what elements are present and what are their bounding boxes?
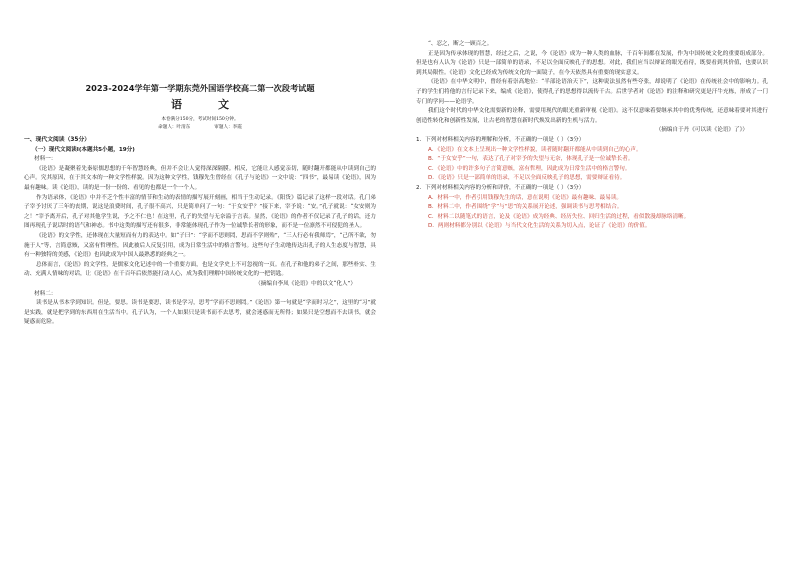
option-1c: C．《论语》中的许多句子言简意赅，富有哲理，因此成为日常生活中的格言警句。	[428, 165, 631, 172]
source-citation: （摘编自李凤《论语》中的以文“化人”）	[255, 280, 356, 287]
subject-title: 语文	[171, 98, 265, 111]
option-1d: D．《论语》只是一部简单的语录，不足以全面反映孔子的思想，需要辩证看待。	[428, 175, 626, 182]
exam-title: 2023-2024学年第一学期东莞外国语学校高二第一次段考试题	[85, 83, 315, 93]
paragraph: 我们这个时代的中华文化需要新的诠释，需要用现代的眼光重新审视《论语》。这不仅意味着要继承其中的优秀传统，还意味着要对其进行创造性转化和创新性发展，让古老的智慧在新时代焕发出新的生机与活力。	[416, 108, 768, 124]
source-citation: （摘编自于丹《可以读《论语》了》）	[655, 127, 748, 134]
material-2-label: 材料二：	[34, 290, 57, 297]
option-1a: A．《论语》在文本上呈现出一种文学性样貌，读者随时翻开都能从中读到自己的心声。	[428, 146, 642, 153]
paragraph: 作为语录体，《论语》中并不乏个性丰富的情节和生动的表情的描写展开刻画，相当于生动记录。《阳货》篇记录了这样一段对话。孔门弟子宰予讨厌了三年的丧期，说这是浪费时间，孔子很不高兴，只是简单问了一句：“于女安乎？”接下来，宰予说：“安。”孔子就说：“女安则为之！”宰予离开后，孔子对其他学生说，予之不仁也！在这里，孔子的失望与无奈溢于言表。显然，《论语》的作者不仅记录了孔子的话，还力图再现孔子说话时的语气和神态。书中这类的描写还有很多，非常能体现孔子作为一位诚挚长者的形象，而不是一位凛然不可侵犯的圣人。	[24, 194, 376, 230]
option-2d: D．两则材料都分别以《论语》与当代文化生活的关系为切入点，论证了《论语》的价值。	[428, 223, 651, 230]
option-2a: A．材料一中，作者引用钱穆先生的话，意在说明《论语》最有趣味、最易读。	[428, 194, 623, 201]
subsection-heading: （一）现代文阅读Ⅰ(本题共5小题，19分)	[32, 146, 135, 153]
material-1-label: 材料一：	[34, 156, 57, 163]
paragraph: 《论语》在中华文明中，曾经有着崇高地位：“半部论语治天下”，这种说法虽然有些夸张，却说明了《论语》在传统社会中的影响力。孔子的学生们将他的言行记录下来，编成《论语》，使得孔子的思想得以流传千古。后世学者对《论语》的注释和研究更是汗牛充栋，形成了一门专门的学问——论语学。	[416, 79, 768, 105]
question-1: 1．下列对材料相关内容的理解和分析，不正确的一项是（ ）（3分）	[416, 136, 585, 143]
right-column	[416, 40, 768, 232]
section-heading: 一、现代文阅读（35分）	[24, 137, 91, 143]
reviewer: 审题人：李霞	[214, 125, 242, 130]
option-2b: B．材料二中，作者围绕“学”与“思”的关系展开论述，强调读书与思考相结合。	[428, 204, 623, 211]
left-column	[24, 40, 376, 328]
paragraph: 《论语》是凝聚着先秦原儒思想的千年智慧经典，但并不会让人觉得深深隔膜。相反，它能让人感觉亲切，随时翻开都能从中读到自己的心声。究其原因，在于其文本的一种文学性样貌。因为这种文学性，钱穆先生曾经在《孔子与论语》一文中说：“四书”，最易读《论语》，因为最有趣味。读《论语》，读的是一份一份的、看见的也都是一个一个人。	[24, 165, 376, 191]
option-1b: B．“于女安乎”一句，表达了孔子对宰予的失望与无奈，体现孔子是一位诚挚长者。	[428, 156, 634, 163]
author: 命题人：叶清东	[158, 125, 191, 130]
exam-meta	[24, 116, 376, 132]
paragraph: 《论语》的文学性，还体现在大量短而有力的表达中。如“子曰”：“学而不思则罔，思而不学则殆”，“三人行必有我师焉”，“己所不欲，勿施于人”等，言简意赅，又富有哲理性，因此被后人反复引用，成为日常生活中的格言警句。这些句子生动地传达出孔子的人生态度与智慧，具有一种独特的美感，《论语》也因此成为中国人最熟悉的经典之一。	[24, 232, 376, 259]
paragraph: 正是因为传承体现的智慧，经过之后，之说，今《论语》成为一种人类的血脉，千百年间都在发展，作为中国传统文化的重要组成部分。但是也有人认为《论语》只是一部简单的语录，不足以全面反映孔子的思想。对此，我们应当以辩证的眼光看待，既要看到其价值，也要认识到其局限性。《论语》文化已经成为传统文化的一面镜子，在今天依然具有重要的现实意义。	[416, 50, 768, 76]
question-2: 2．下列对材料相关内容的分析和评价，不正确的一项是（ ）（3分）	[416, 184, 585, 191]
option-2c: C．材料二以随笔式的语言，论及《论语》成为经典、经历失位、回归生活的过程，看似散漫却脉络清晰。	[428, 213, 690, 220]
paragraph: 读书是从书本学到知识。但是，要思。读书是要思，读书是学习，思考“学而不思则罔。”《论语》第一句就是“学而时习之”，这里的“习”就是实践，就是把学到的东西用在生活当中。孔子认为，一个人如果只是读书而不去思考，就会迷惑而无所得；如果只是空想而不去读书，就会疑惑而危险。	[24, 300, 376, 326]
paragraph: “、忍之，断之一顾百之。	[428, 41, 493, 47]
score-time: 本卷满分150分，考试时间150分钟。	[161, 117, 239, 122]
paragraph: 总体而言，《论语》的文学性，是儒家文化记述中的一个重要方面，也是文学史上不可忽视的一页。在孔子和他的弟子之间，那些朴实、生动、充满人情味的对话，让《论语》在千百年后依然能打动人心，成为我们理解中国传统文化的一把钥匙。	[24, 261, 376, 278]
